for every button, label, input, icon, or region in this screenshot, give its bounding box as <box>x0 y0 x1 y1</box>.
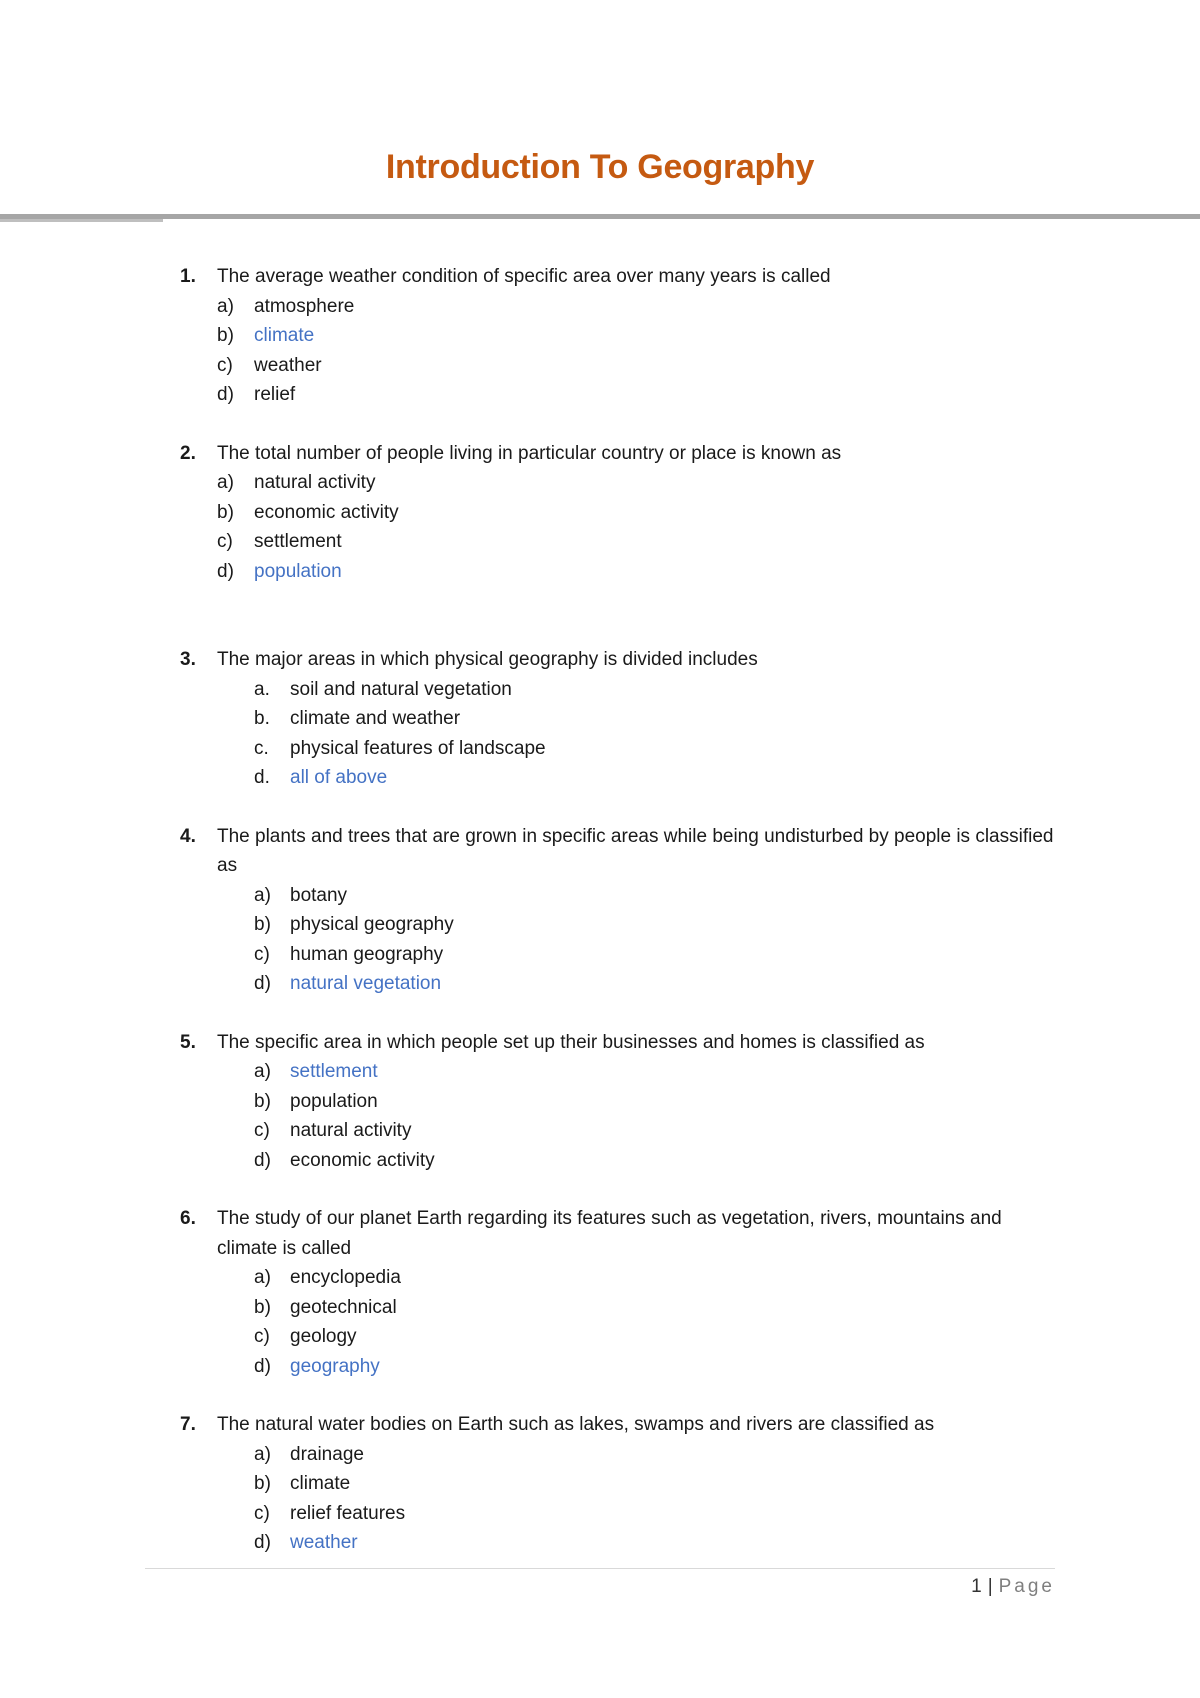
option-label: c) <box>217 531 233 552</box>
page-number: 1 <box>971 1576 982 1597</box>
question-number: 5. <box>180 1031 196 1053</box>
footer-divider <box>145 1568 1055 1569</box>
answer-option <box>0 881 1200 911</box>
option-text: settlement <box>254 531 342 552</box>
question-text: The average weather condition of specific area over many years is called <box>217 266 831 287</box>
option-text: drainage <box>290 1443 364 1465</box>
option-text: economic activity <box>254 501 399 523</box>
answer-option <box>0 292 1200 322</box>
option-label: d) <box>254 1532 271 1553</box>
option-text: human geography <box>290 943 444 965</box>
option-label: b) <box>254 1473 271 1494</box>
option-label: d) <box>217 560 234 582</box>
answer-option <box>0 969 1200 999</box>
question-number: 1. <box>180 266 196 287</box>
correct-answer-text: natural vegetation <box>290 973 442 994</box>
question-4 <box>0 822 1200 999</box>
option-text: physical features of landscape <box>290 737 546 759</box>
option-label: b) <box>254 1090 271 1112</box>
correct-answer-text: settlement <box>290 1061 378 1082</box>
footer-separator: | <box>987 1576 993 1597</box>
option-text: geotechnical <box>290 1296 397 1318</box>
answer-option <box>0 1499 1200 1529</box>
answer-option <box>0 1146 1200 1176</box>
option-label: b) <box>254 1296 271 1318</box>
option-text: natural activity <box>290 1120 412 1141</box>
question-3 <box>0 645 1200 793</box>
answer-option <box>0 380 1200 410</box>
option-text: geology <box>290 1326 357 1347</box>
option-label: c) <box>254 1120 270 1141</box>
answer-option <box>0 1293 1200 1323</box>
option-label: a) <box>217 295 234 317</box>
correct-answer-text: population <box>254 560 342 582</box>
answer-option <box>0 1263 1200 1293</box>
option-text: relief <box>254 384 296 405</box>
option-label: a) <box>254 1267 271 1288</box>
option-label: c) <box>254 1502 270 1524</box>
option-label: a. <box>254 678 270 700</box>
answer-option <box>0 1057 1200 1087</box>
answer-option <box>0 557 1200 587</box>
answer-option <box>0 1528 1200 1558</box>
answer-option <box>0 527 1200 557</box>
answer-option <box>0 1116 1200 1146</box>
option-text: encyclopedia <box>290 1267 401 1288</box>
option-label: b) <box>254 914 271 935</box>
question-2 <box>0 439 1200 587</box>
answer-option <box>0 351 1200 381</box>
question-number: 2. <box>180 442 196 464</box>
option-text: climate <box>290 1473 351 1494</box>
question-text: The specific area in which people set up their businesses and homes is classified as <box>217 1031 925 1053</box>
question-5 <box>0 1028 1200 1176</box>
question-text: The major areas in which physical geography is divided includes <box>217 649 758 670</box>
option-label: c. <box>254 737 269 759</box>
answer-option <box>0 940 1200 970</box>
question-number: 7. <box>180 1414 196 1435</box>
option-label: d) <box>254 1355 271 1377</box>
question-text: The plants and trees that are grown in specific areas while being undisturbed by people is classified as <box>217 825 1054 876</box>
answer-option <box>0 763 1200 793</box>
option-text: natural activity <box>254 472 376 493</box>
answer-option <box>0 498 1200 528</box>
answer-option <box>0 1322 1200 1352</box>
option-label: c) <box>254 943 270 965</box>
question-number: 6. <box>180 1208 196 1229</box>
answer-option <box>0 1352 1200 1382</box>
answer-option <box>0 675 1200 705</box>
option-label: c) <box>217 354 233 376</box>
option-text: botany <box>290 884 348 906</box>
option-text: physical geography <box>290 914 454 935</box>
option-text: climate and weather <box>290 708 461 729</box>
option-text: economic activity <box>290 1149 435 1171</box>
question-text: The study of our planet Earth regarding its features such as vegetation, rivers, mountains and climate is called <box>217 1208 1002 1259</box>
title-underline-step <box>0 219 163 222</box>
question-6 <box>0 1204 1200 1381</box>
option-label: a) <box>217 472 234 493</box>
page-footer <box>971 1576 1055 1598</box>
correct-answer-text: weather <box>290 1532 358 1553</box>
answer-option <box>0 734 1200 764</box>
option-label: a) <box>254 1443 271 1465</box>
question-list <box>0 262 1200 1587</box>
answer-option <box>0 1440 1200 1470</box>
option-text: relief features <box>290 1502 406 1524</box>
option-label: c) <box>254 1326 270 1347</box>
option-label: a) <box>254 884 271 906</box>
answer-option <box>0 321 1200 351</box>
option-label: b. <box>254 708 270 729</box>
answer-option <box>0 910 1200 940</box>
option-text: population <box>290 1090 378 1112</box>
question-1 <box>0 262 1200 410</box>
correct-answer-text: climate <box>254 325 315 346</box>
question-text: The total number of people living in particular country or place is known as <box>217 442 842 464</box>
correct-answer-text: geography <box>290 1355 380 1377</box>
option-text: atmosphere <box>254 295 355 317</box>
option-label: b) <box>217 325 234 346</box>
question-7 <box>0 1410 1200 1558</box>
answer-option <box>0 468 1200 498</box>
option-text: weather <box>254 354 322 376</box>
page-word: Page <box>998 1576 1055 1597</box>
document-title: Introduction To Geography <box>385 148 815 186</box>
option-label: d. <box>254 767 270 788</box>
option-label: d) <box>217 384 234 405</box>
question-number: 3. <box>180 649 196 670</box>
answer-option <box>0 704 1200 734</box>
option-text: soil and natural vegetation <box>290 678 512 700</box>
option-label: d) <box>254 1149 271 1171</box>
question-number: 4. <box>180 825 196 847</box>
correct-answer-text: all of above <box>290 767 388 788</box>
title-underline <box>0 214 1200 219</box>
answer-option <box>0 1087 1200 1117</box>
option-label: a) <box>254 1061 271 1082</box>
question-text: The natural water bodies on Earth such as lakes, swamps and rivers are classified as <box>217 1414 935 1435</box>
option-label: b) <box>217 501 234 523</box>
answer-option <box>0 1469 1200 1499</box>
option-label: d) <box>254 973 271 994</box>
